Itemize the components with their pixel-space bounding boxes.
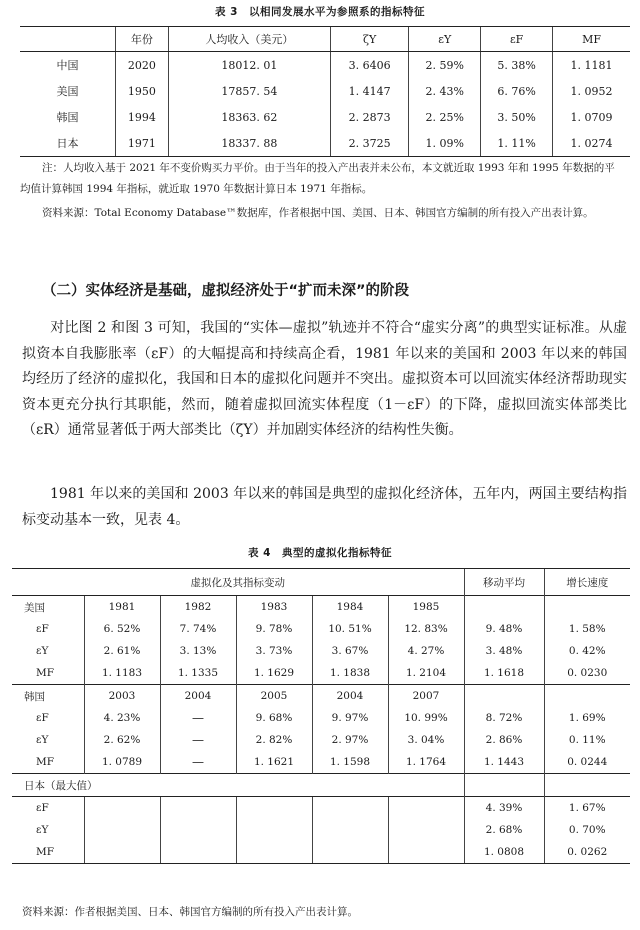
- table4-year: 2004: [312, 685, 388, 708]
- table4-cell: —: [160, 751, 236, 774]
- table3-cell: 1994: [116, 104, 169, 130]
- table3-source-text: 资料来源：Total Economy Database™数据库，作者根据中国、美国、日本、韩国官方编制的所有投入产出表计算。: [42, 207, 594, 219]
- table-row: [12, 685, 630, 708]
- table3-cell: 18363. 62: [168, 104, 330, 130]
- table3-cell: 6. 76%: [481, 78, 553, 104]
- table3-source: [20, 203, 625, 224]
- table4-growth-cell: 0. 0244: [544, 751, 630, 774]
- table3-cell: 2. 59%: [409, 52, 481, 79]
- table4-cell: [236, 841, 312, 864]
- table3-header-row: [20, 27, 630, 52]
- table-row: [12, 819, 630, 841]
- table4-row-label: εY: [36, 824, 49, 836]
- table4-cell: [388, 797, 464, 820]
- table3-cell: 3. 6406: [330, 52, 408, 79]
- table4-cell: 4. 23%: [84, 707, 160, 729]
- table-row: [12, 596, 630, 619]
- table4-year: 2005: [236, 685, 312, 708]
- table3-cell: 18012. 01: [168, 52, 330, 79]
- table4-growth-cell: 0. 42%: [544, 640, 630, 662]
- table4-cell: —: [160, 729, 236, 751]
- table4-cell: 12. 83%: [388, 618, 464, 640]
- section-heading: （二）实体经济是基础，虚拟经济处于“扩而未深”的阶段: [42, 283, 410, 299]
- table4-growth-cell: 1. 69%: [544, 707, 630, 729]
- table4-cell: [312, 841, 388, 864]
- table4-cell: [464, 774, 544, 797]
- table3-header-cell: 年份: [116, 27, 169, 52]
- table4-year: 1983: [236, 596, 312, 619]
- table3-cell: 1. 0274: [553, 130, 630, 157]
- table4-cell: [464, 596, 544, 619]
- table4-cell: [312, 819, 388, 841]
- table-row: [20, 104, 630, 130]
- table-row: [20, 78, 630, 104]
- paragraph-text: 对比图 2 和图 3 可知，我国的“实体—虚拟”轨迹并不符合“虚实分离”的典型实证标准。从虚拟资本自我膨胀率（εF）的大幅提高和持续高企看，1981 年以来的美国和 2003 年以来的韩国均经历了经济的虚拟化，我国和日本的虚拟化问题并不突出。虚拟资本可以回流实体经济帮助现实资本更充分执行其职能，然而，随着虚拟回流实体程度（1－εF）的下降，虚拟回流实体部类比（εR）通常显著低于两大部类比（ζY）并加剧实体经济的结构性失衡。: [22, 320, 627, 438]
- table3-cell: 1. 0952: [553, 78, 630, 104]
- table4-row-label: MF: [36, 667, 55, 679]
- table4-group-label: 美国: [12, 596, 84, 619]
- table4-ma-cell: 3. 48%: [464, 640, 544, 662]
- table3-cell: 中国: [56, 59, 79, 72]
- table3-cell: 韩国: [56, 111, 79, 124]
- table4-cell: —: [160, 707, 236, 729]
- table4-growth-cell: 0. 0262: [544, 841, 630, 864]
- table3-note: [20, 158, 625, 200]
- table4-cell: 10. 99%: [388, 707, 464, 729]
- table4-ma-cell: 9. 48%: [464, 618, 544, 640]
- table4-ma-cell: 2. 68%: [464, 819, 544, 841]
- table-row: [12, 662, 630, 685]
- table3-note-text: 注：人均收入基于 2021 年不变价购买力平价。由于当年的投入产出表并未公布，本文就近取 1993 年和 1995 年数据的平均值计算韩国 1994 年指标，就近取 1970 年数据计算日本 1971 年指标。: [20, 162, 615, 195]
- table4-growth-cell: 1. 67%: [544, 797, 630, 820]
- table4-ma-cell: 4. 39%: [464, 797, 544, 820]
- table-row: [20, 52, 630, 79]
- table4-row-label: εY: [36, 645, 49, 657]
- table3-cell: 1. 09%: [409, 130, 481, 157]
- table3-cell: 2. 43%: [409, 78, 481, 104]
- table4-cell: 2. 62%: [84, 729, 160, 751]
- table4-cell: [160, 797, 236, 820]
- table4-cell: 2. 61%: [84, 640, 160, 662]
- table4-ma-cell: 1. 0808: [464, 841, 544, 864]
- table4-cell: 3. 67%: [312, 640, 388, 662]
- table4-cell: 3. 04%: [388, 729, 464, 751]
- table4-cell: [544, 774, 630, 797]
- table-row: [12, 841, 630, 864]
- table3-cell: 1950: [116, 78, 169, 104]
- table4-header-growth: 增长速度: [544, 569, 630, 596]
- table3-cell: 18337. 88: [168, 130, 330, 157]
- table4-header-span: 虚拟化及其指标变动: [12, 569, 464, 596]
- table4-row-label: εF: [36, 623, 49, 635]
- table4-cell: 7. 74%: [160, 618, 236, 640]
- table3-cell: 1. 4147: [330, 78, 408, 104]
- table-row: [20, 130, 630, 157]
- table4-cell: [544, 685, 630, 708]
- table4-ma-cell: 8. 72%: [464, 707, 544, 729]
- table3-cell: 17857. 54: [168, 78, 330, 104]
- table4-cell: [84, 841, 160, 864]
- table4-cell: [312, 797, 388, 820]
- table-row: [12, 618, 630, 640]
- table4-year: 2007: [388, 685, 464, 708]
- table4-cell: [236, 819, 312, 841]
- table3-cell: 1. 1181: [553, 52, 630, 79]
- table4-caption: 表 4 典型的虚拟化指标特征: [248, 547, 392, 559]
- table4-cell: 3. 73%: [236, 640, 312, 662]
- table4-cell: [464, 685, 544, 708]
- table3-cell: 5. 38%: [481, 52, 553, 79]
- table3-header-cell: εF: [481, 27, 553, 52]
- table4-cell: [544, 596, 630, 619]
- table4-cell: 2. 97%: [312, 729, 388, 751]
- table4-cell: [236, 797, 312, 820]
- table4-year: 1981: [84, 596, 160, 619]
- table4-ma-cell: 1. 1618: [464, 662, 544, 685]
- table4-year: 2003: [84, 685, 160, 708]
- table-row: [12, 751, 630, 774]
- table4: [12, 568, 630, 864]
- table4-cell: 1. 1621: [236, 751, 312, 774]
- table3-cell: 2. 3725: [330, 130, 408, 157]
- table3-cell: 1. 0709: [553, 104, 630, 130]
- table4-growth-cell: 0. 70%: [544, 819, 630, 841]
- table4-cell: 9. 68%: [236, 707, 312, 729]
- table4-growth-cell: 0. 0230: [544, 662, 630, 685]
- table4-cell: [84, 819, 160, 841]
- table-row: [12, 707, 630, 729]
- table4-row-label: εF: [36, 712, 49, 724]
- table4-cell: 9. 97%: [312, 707, 388, 729]
- table4-cell: [388, 841, 464, 864]
- table3-header-cell: εY: [409, 27, 481, 52]
- table3-cell: 2020: [116, 52, 169, 79]
- table4-source: 资料来源：作者根据美国、日本、韩国官方编制的所有投入产出表计算。: [22, 906, 358, 918]
- table4-cell: 3. 13%: [160, 640, 236, 662]
- table3-cell: 2. 2873: [330, 104, 408, 130]
- table4-cell: 1. 1629: [236, 662, 312, 685]
- table4-cell: [160, 841, 236, 864]
- table-row: [12, 729, 630, 751]
- table4-cell: [84, 797, 160, 820]
- table3-cell: 1971: [116, 130, 169, 157]
- table4-group-label: 日本（最大值）: [12, 774, 464, 797]
- table3-header-cell: MF: [553, 27, 630, 52]
- table4-ma-cell: 1. 1443: [464, 751, 544, 774]
- table4-cell: [388, 819, 464, 841]
- table3-cell: 3. 50%: [481, 104, 553, 130]
- table-row: [12, 797, 630, 820]
- table3-header-cell: [20, 27, 116, 52]
- table4-cell: [160, 819, 236, 841]
- table4-header-row: [12, 569, 630, 596]
- table4-year: 1985: [388, 596, 464, 619]
- table4-group-label: 韩国: [12, 685, 84, 708]
- table4-year: 1982: [160, 596, 236, 619]
- table3-cell: 1. 11%: [481, 130, 553, 157]
- table4-cell: 1. 1335: [160, 662, 236, 685]
- table4-cell: 1. 1183: [84, 662, 160, 685]
- table4-cell: 1. 1838: [312, 662, 388, 685]
- table4-cell: 9. 78%: [236, 618, 312, 640]
- table4-growth-cell: 1. 58%: [544, 618, 630, 640]
- paragraph: [22, 482, 627, 533]
- table-row: [12, 774, 630, 797]
- table4-ma-cell: 2. 86%: [464, 729, 544, 751]
- table4-cell: 6. 52%: [84, 618, 160, 640]
- table-row: [12, 640, 630, 662]
- table3-cell: 美国: [56, 85, 79, 98]
- table4-cell: 1. 0789: [84, 751, 160, 774]
- table4-row-label: MF: [12, 841, 84, 864]
- table4-cell: 4. 27%: [388, 640, 464, 662]
- table4-cell: 10. 51%: [312, 618, 388, 640]
- table4-year: 1984: [312, 596, 388, 619]
- table4-row-label: εY: [36, 734, 49, 746]
- table4-row-label: MF: [36, 756, 55, 768]
- table4-cell: 1. 1764: [388, 751, 464, 774]
- table3-cell: 日本: [20, 130, 116, 157]
- table4-header-ma: 移动平均: [464, 569, 544, 596]
- table4-growth-cell: 0. 11%: [544, 729, 630, 751]
- paragraph-text: 1981 年以来的美国和 2003 年以来的韩国是典型的虚拟化经济体，五年内，两国主要结构指标变动基本一致，见表 4。: [22, 486, 627, 528]
- table3-cell: 2. 25%: [409, 104, 481, 130]
- table3: [20, 26, 630, 157]
- table4-row-label: εF: [12, 797, 84, 820]
- table3-header-cell: 人均收入（美元）: [168, 27, 330, 52]
- paragraph: [22, 316, 627, 444]
- table4-cell: 2. 82%: [236, 729, 312, 751]
- table4-cell: 1. 1598: [312, 751, 388, 774]
- table4-cell: 1. 2104: [388, 662, 464, 685]
- table4-year: 2004: [160, 685, 236, 708]
- table3-header-cell: ζY: [330, 27, 408, 52]
- table3-caption: 表 3 以相同发展水平为参照系的指标特征: [215, 6, 425, 18]
